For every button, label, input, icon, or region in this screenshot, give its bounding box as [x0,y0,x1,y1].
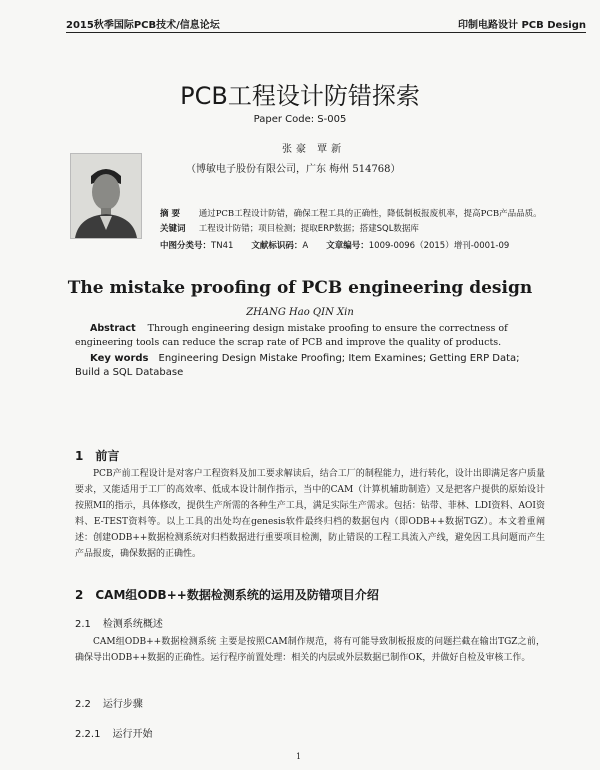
cls-label: 中图分类号： [160,241,212,251]
abstract-zh-text: 通过PCB工程设计防错，确保工程工具的正确性，降低制板报废机率，提高PCB产品品质。 [198,209,542,219]
abstract-en [75,322,545,350]
section-2-number: 2 [75,588,84,602]
abstract-en-label: Abstract [90,323,136,334]
section-2-title: CAM组ODB++数据检测系统的运用及防错项目介绍 [95,588,379,602]
section-2-2-1-heading [75,725,152,740]
abstract-en-text: Through engineering design mistake proofing to ensure the correctness of engineering tools can reduce the scrap rate of PCB and improve the quality of products. [75,323,508,348]
art-label: 文章编号： [326,241,369,251]
doc-label: 文献标识码： [251,241,303,251]
section-2-2-heading [75,695,143,710]
portrait-image [71,154,141,238]
section-1-number: 1 [75,449,84,463]
header-left: 2015秋季国际PCB技术/信息论坛 [66,20,220,31]
author-photo [70,153,142,239]
paper-title-en: The mistake proofing of PCB engineering design [67,278,533,298]
section-2-1-heading [75,615,163,630]
section-1-title: 前言 [95,449,120,463]
authors-zh: 张豪 覃新 [282,144,346,155]
section-2-heading [75,586,379,603]
page-number: 1 [296,752,302,761]
running-header [66,12,586,33]
header-right: 印制电路设计 PCB Design [458,20,586,31]
keywords-zh-label: 关键词 [160,224,186,234]
authors-en: ZHANG Hao QIN Xin [246,307,354,318]
paper-title-zh: PCB工程设计防错探索 [180,82,420,110]
section-2-2-1-number: 2.2.1 [75,729,101,740]
section-2-1-paragraph: CAM组ODB++数据检测系统 主要是按照CAM制作规范，将有可能导致制板报废的问题拦截在输出TGZ之前，确保导出ODB++数据的正确性。运行程序前置处理：相关的内层或外层数据已制作OK，并做好自检及审核工作。 [75,637,545,663]
section-2-1-number: 2.1 [75,619,91,630]
affiliation-zh: （博敏电子股份有限公司，广东 梅州 514768） [186,164,401,175]
classification-line [160,239,509,251]
doc-value: A [302,241,309,251]
keywords-zh-text: 工程设计防错；项目检测；提取ERP数据；搭建SQL数据库 [198,224,419,234]
keywords-zh [160,222,419,234]
section-2-2-title: 运行步骤 [102,699,143,710]
paper-code: Paper Code: S-005 [253,114,347,125]
abstract-zh-label: 摘 要 [160,209,180,219]
keywords-en-text: Engineering Design Mistake Proofing; Item Examines; Getting ERP Data; Build a SQL Database [75,353,520,378]
section-2-2-number: 2.2 [75,699,91,710]
art-value: 1009-0096（2015）增刊-0001-09 [368,241,510,251]
keywords-en [75,352,545,380]
section-2-1-title: 检测系统概述 [102,619,163,630]
section-1-heading [75,447,119,464]
abstract-zh [160,207,542,219]
cls-value: TN41 [211,241,234,251]
section-1-paragraph: PCB产前工程设计是对客户工程资料及加工要求解读后，结合工厂的制程能力，进行转化，设计出即满足客户质量要求，又能适用于工厂的高效率、低成本设计制作指示，当中的CAM（计算机辅助制造）又是把客户提供的原始设计按照MI的指示，具体修改，提供生产所需的各种生产工具，满足实际生产需求。包括：钻带、菲林、LDI资料、AOI资料、E-TEST资料等。以上工具的出处均在genesis软件最终归档的数据包内（即ODB++数据TGZ）。本文着重阐述：创建ODB++数据检测系统对归档数据进行重要项目检测，防止错误的工程工具流入产线，避免因工具问题而产生产品报废，确保数据的正确性。 [75,469,545,559]
section-2-2-1-title: 运行开始 [112,729,153,740]
keywords-en-label: Key words [90,353,149,364]
